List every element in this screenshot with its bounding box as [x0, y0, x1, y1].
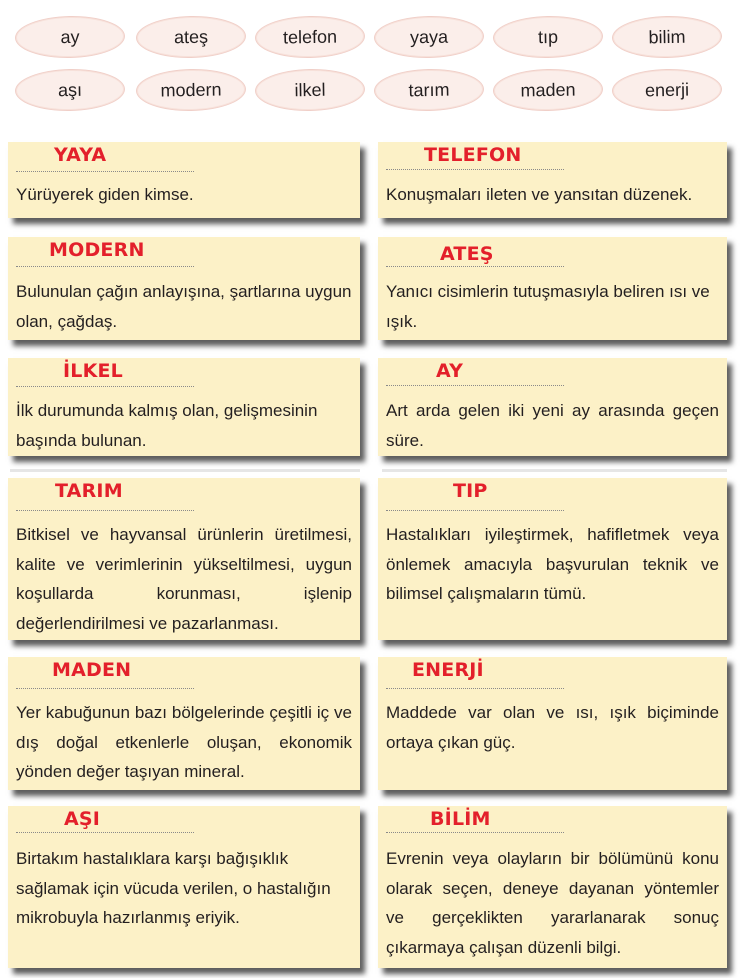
word-oval-bilim: bilim	[612, 15, 723, 59]
answer-blank-line	[16, 266, 194, 267]
definition-text: Bitkisel ve hayvansal ürünlerin üretilmesi, kalite ve verimlerinin yükseltilmesi, uygun koşullarda korunması, işlenip değerlendirilmesi ve pazarlanması.	[16, 525, 352, 633]
definition-text: Bulunulan çağın anlayışına, şartlarına uygun olan, çağdaş.	[16, 282, 352, 331]
answer-word: TARIM	[55, 480, 123, 502]
answer-blank-line	[386, 688, 564, 689]
answer-blank-line	[16, 688, 194, 689]
word-oval-enerji: enerji	[612, 68, 723, 112]
definition-text: Maddede var olan ve ısı, ışık biçiminde ortaya çıkan güç.	[386, 703, 719, 752]
word-oval-yaya: yaya	[374, 15, 485, 59]
word-bank	[0, 0, 748, 120]
answer-word: ENERJİ	[412, 659, 484, 681]
definition-text: Konuşmaları ileten ve yansıtan düzenek.	[386, 185, 693, 204]
definition-card-tarim	[8, 478, 360, 640]
word-oval-modern: modern	[136, 68, 247, 112]
answer-word: MODERN	[49, 239, 145, 261]
answer-blank-line	[16, 386, 194, 387]
answer-word: ATEŞ	[440, 243, 494, 265]
word-oval-maden: maden	[493, 68, 604, 112]
definition-card-bilim	[378, 806, 727, 968]
word-oval-asi: aşı	[15, 68, 126, 112]
definition-card-ates	[378, 237, 727, 340]
word-oval-ates: ateş	[136, 15, 247, 59]
definition-card-telefon	[378, 142, 727, 218]
answer-blank-line	[386, 266, 564, 267]
answer-word: AŞI	[64, 808, 101, 830]
definition-card-enerji	[378, 657, 727, 790]
answer-blank-line	[386, 385, 564, 386]
answer-blank-line	[16, 510, 194, 511]
section-divider	[10, 469, 360, 472]
definition-card-maden	[8, 657, 360, 790]
definition-card-ilkel	[8, 358, 360, 456]
word-oval-telefon: telefon	[255, 15, 366, 59]
definition-text: Yürüyerek giden kimse.	[16, 185, 194, 204]
word-oval-ay: ay	[15, 15, 126, 59]
definition-text: Art arda gelen iki yeni ay arasında geçen süre.	[386, 401, 719, 450]
answer-word: YAYA	[54, 144, 107, 166]
answer-blank-line	[386, 510, 564, 511]
answer-word: MADEN	[52, 659, 132, 681]
definition-text: Yanıcı cisimlerin tutuşmasıyla beliren ısı ve ışık.	[386, 282, 710, 331]
definition-card-ay	[378, 358, 727, 456]
definition-text: Evrenin veya olayların bir bölümünü konu olarak seçen, deneye dayanan yöntemler ve gerçeklikten yararlanarak sonuç çıkarmaya çalışan düzenli bilgi.	[386, 849, 719, 957]
definition-text: Birtakım hastalıklara karşı bağışıklık sağlamak için vücuda verilen, o hastalığın mikrobuyla hazırlanmış eriyik.	[16, 849, 331, 927]
definition-card-yaya	[8, 142, 360, 218]
answer-word: BİLİM	[430, 808, 491, 830]
answer-word: AY	[436, 360, 464, 382]
answer-blank-line	[386, 832, 564, 833]
word-oval-tip: tıp	[493, 15, 604, 59]
definition-card-modern	[8, 237, 360, 340]
answer-word: TIP	[453, 480, 488, 502]
definition-card-asi	[8, 806, 360, 968]
section-divider	[382, 469, 727, 472]
word-oval-tarim: tarım	[374, 68, 485, 112]
definition-text: Hastalıkları iyileştirmek, hafifletmek veya önlemek amacıyla başvurulan teknik ve bilimsel çalışmaların tümü.	[386, 525, 719, 603]
answer-blank-line	[386, 169, 564, 170]
word-oval-ilkel: ilkel	[255, 68, 366, 112]
answer-blank-line	[16, 171, 194, 172]
definition-card-tip	[378, 478, 727, 640]
answer-word: İLKEL	[63, 360, 123, 382]
definition-text: Yer kabuğunun bazı bölgelerinde çeşitli iç ve dış doğal etkenlerle oluşan, ekonomik yönden değer taşıyan mineral.	[16, 703, 352, 781]
answer-word: TELEFON	[424, 144, 522, 166]
definition-text: İlk durumunda kalmış olan, gelişmesinin başında bulunan.	[16, 401, 318, 450]
answer-blank-line	[16, 832, 194, 833]
